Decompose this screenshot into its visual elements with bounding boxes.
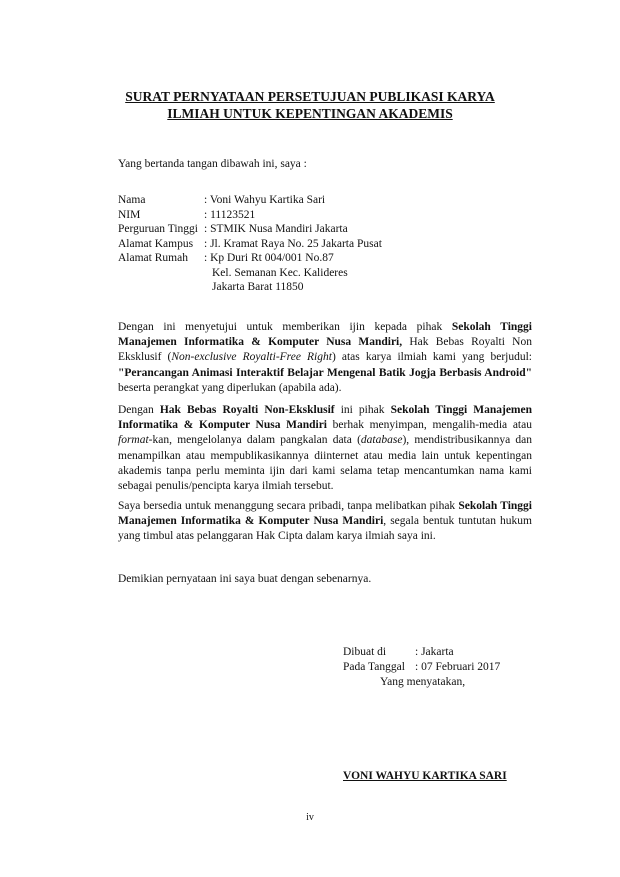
field-value: : STMIK Nusa Mandiri Jakarta <box>204 223 348 235</box>
paragraph-liability <box>118 499 532 545</box>
italic-term: Non-exclusive Royalti-Free Right <box>171 351 332 364</box>
made-at-row <box>343 645 500 660</box>
text-run: berhak menyimpan, mengalih-media atau <box>327 419 532 432</box>
date-label: Pada Tanggal <box>343 661 405 673</box>
field-label: Nama <box>118 194 146 206</box>
field-row-home-address-2 <box>118 266 382 281</box>
field-label <box>118 280 204 295</box>
paragraph-consent <box>118 320 532 396</box>
bold-term: Hak Bebas Royalti Non-Eksklusif <box>159 404 335 416</box>
field-label: Alamat Rumah <box>118 252 188 264</box>
field-row-campus-address <box>118 237 382 252</box>
document-title <box>60 88 560 122</box>
field-value: Jakarta Barat 11850 <box>212 281 304 293</box>
field-label <box>118 266 204 281</box>
date-value: : 07 Februari 2017 <box>415 661 501 673</box>
field-row-name <box>118 193 382 208</box>
field-label: Perguruan Tinggi <box>118 223 198 235</box>
italic-term: database <box>360 434 403 447</box>
paragraph-closing: Demikian pernyataan ini saya buat dengan sebenarnya. <box>118 573 372 585</box>
made-at-value: : Jakarta <box>415 646 454 658</box>
page-number: iv <box>306 812 314 823</box>
title-line-1: SURAT PERNYATAAN PERSETUJUAN PUBLIKASI KARYA <box>125 89 495 104</box>
text-run: Saya bersedia untuk menanggung secara pribadi, tanpa melibatkan pihak <box>118 500 459 512</box>
field-value: : 11123521 <box>204 208 256 221</box>
paragraph-rights <box>118 403 532 494</box>
text-run: Dengan <box>118 404 160 416</box>
text-run: Hak Bebas Royalti Non Eksklusif ( <box>118 336 532 364</box>
field-value: : Voni Wahyu Kartika Sari <box>204 194 326 206</box>
text-run: , segala bentuk tuntutan hukum yang timbul atas pelanggaran Hak Cipta dalam karya ilmiah saya ini. <box>118 515 532 543</box>
text-run: beserta perangkat yang diperlukan (apabila ada). <box>118 381 342 394</box>
thesis-title: "Perancangan Animasi Interaktif Belajar Mengenal Batik Jogja Berbasis Android" <box>118 366 532 379</box>
text-run: -kan, mengelolanya dalam pangkalan data ( <box>148 434 361 447</box>
field-value: : Kp Duri Rt 004/001 No.87 <box>204 252 334 264</box>
signer-name: VONI WAHYU KARTIKA SARI <box>343 770 507 782</box>
text-run: Dengan ini menyetujui untuk memberikan ijin kepada pihak <box>118 321 452 333</box>
made-at-label: Dibuat di <box>343 646 387 658</box>
field-row-home-address-3 <box>118 280 382 295</box>
field-row-university <box>118 222 382 237</box>
field-label: NIM <box>118 208 141 221</box>
text-run: ini pihak <box>334 404 391 416</box>
field-value: Kel. Semanan Kec. Kalideres <box>212 266 348 279</box>
institution-name: Sekolah Tinggi Manajemen Informatika & Komputer Nusa Mandiri, <box>118 321 533 349</box>
identity-fields <box>118 193 382 295</box>
institution-name: Sekolah Tinggi Manajemen Informatika & Komputer Nusa Mandiri <box>118 500 533 528</box>
signature-block <box>343 645 500 690</box>
closing-text: Yang menyatakan, <box>380 676 466 688</box>
text-run: ) atas karya ilmiah kami yang berjudul: <box>331 351 532 364</box>
text-run: ), mendistribusikannya dan menampilkan atau mempublikasikannya diinternet atau media lain untuk kepentingan akademis tanpa perlu meminta ijin dari kami selama tetap mencantumkan nama kami sebagai penulis/pencipta karya ilmiah tersebut. <box>118 434 532 493</box>
field-row-home-address <box>118 251 382 266</box>
field-row-nim <box>118 208 382 223</box>
field-label: Alamat Kampus <box>118 237 194 250</box>
intro-text: Yang bertanda tangan dibawah ini, saya : <box>118 158 307 170</box>
title-line-2: ILMIAH UNTUK KEPENTINGAN AKADEMIS <box>167 106 453 121</box>
field-value: : Jl. Kramat Raya No. 25 Jakarta Pusat <box>204 237 382 250</box>
institution-name: Sekolah Tinggi Manajemen Informatika & Komputer Nusa Mandiri <box>118 404 532 432</box>
date-row <box>343 660 500 675</box>
italic-term: format <box>118 434 149 447</box>
